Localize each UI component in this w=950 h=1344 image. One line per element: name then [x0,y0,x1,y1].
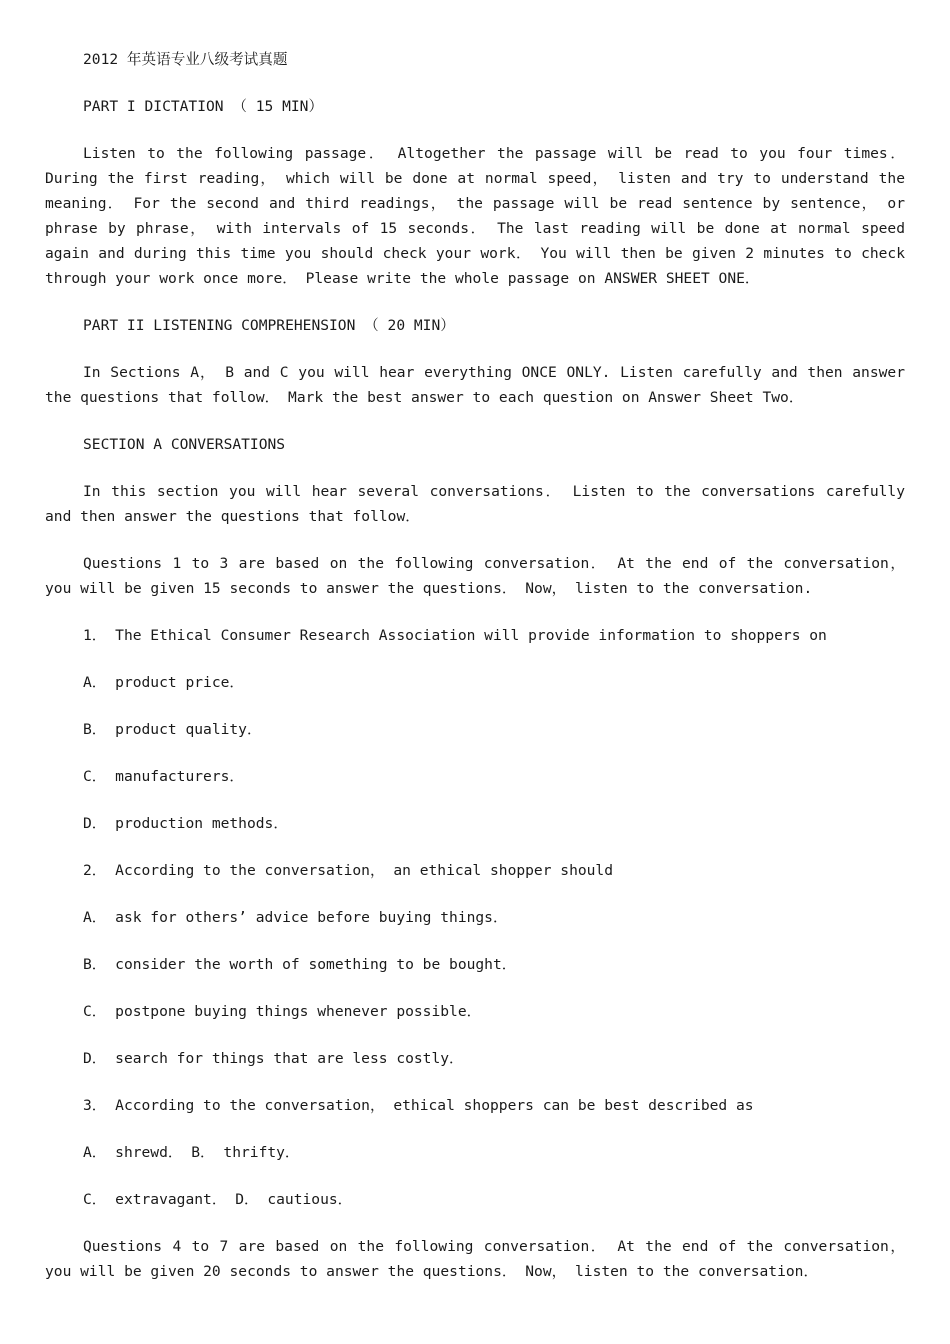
question-2-option-a: A． ask for others’ advice before buying things． [83,909,508,926]
section-a-heading: SECTION A CONVERSATIONS [83,436,286,453]
question-3-options-cd: C． extravagant． D． cautious． [83,1191,353,1208]
document-title: 2012 年英语专业八级考试真题 [83,51,288,68]
question-1-option-c: C． manufacturers． [83,768,244,785]
part2-instructions: In Sections A， B and C you will hear everything ONCE ONLY. Listen carefully and then answer the questions that follow． Mark the best answer to each question on Answer Sheet Two． [45,364,905,406]
part1-instructions: Listen to the following passage． Altogether the passage will be read to you four times． During the first reading， which will be done at normal speed， listen and try to understand the meaning． For the second and third readings， the passage will be read sentence by sentence， or phrase by phrase， with intervals of 15 seconds． The last reading will be done at normal speed again and during this time you should check your work． You will then be given 2 minutes to check through your work once more． Please write the whole passage on ANSWER SHEET ONE． [45,145,905,287]
question-1-option-d: D． production methods． [83,815,288,832]
question-1-option-b: B． product quality． [83,721,262,738]
question-2-stem: 2． According to the conversation， an ethical shopper should [83,862,613,879]
question-3-options-ab: A． shrewd． B． thrifty． [83,1144,300,1161]
question-1-stem: 1． The Ethical Consumer Research Association will provide information to shoppers on [83,627,827,644]
question-2-option-b: B． consider the worth of something to be bought． [83,956,517,973]
question-1-option-a: A． product price． [83,674,244,691]
part2-heading: PART II LISTENING COMPREHENSION （ 20 MIN） [83,317,455,334]
q1-3-intro: Questions 1 to 3 are based on the following conversation． At the end of the conversation， you will be given 15 seconds to answer the questions． Now， listen to the conversation. [45,555,905,597]
question-2-option-d: D． search for things that are less costly． [83,1050,464,1067]
question-2-option-c: C． postpone buying things whenever possible． [83,1003,482,1020]
section-a-instructions: In this section you will hear several conversations． Listen to the conversations carefully and then answer the questions that follow． [45,483,905,525]
question-3-stem: 3． According to the conversation， ethical shoppers can be best described as [83,1097,754,1114]
document-page [45,47,905,1306]
part1-heading: PART I DICTATION （ 15 MIN） [83,98,324,115]
q4-7-intro: Questions 4 to 7 are based on the following conversation． At the end of the conversation， you will be given 20 seconds to answer the questions． Now， listen to the conversation． [45,1238,905,1280]
